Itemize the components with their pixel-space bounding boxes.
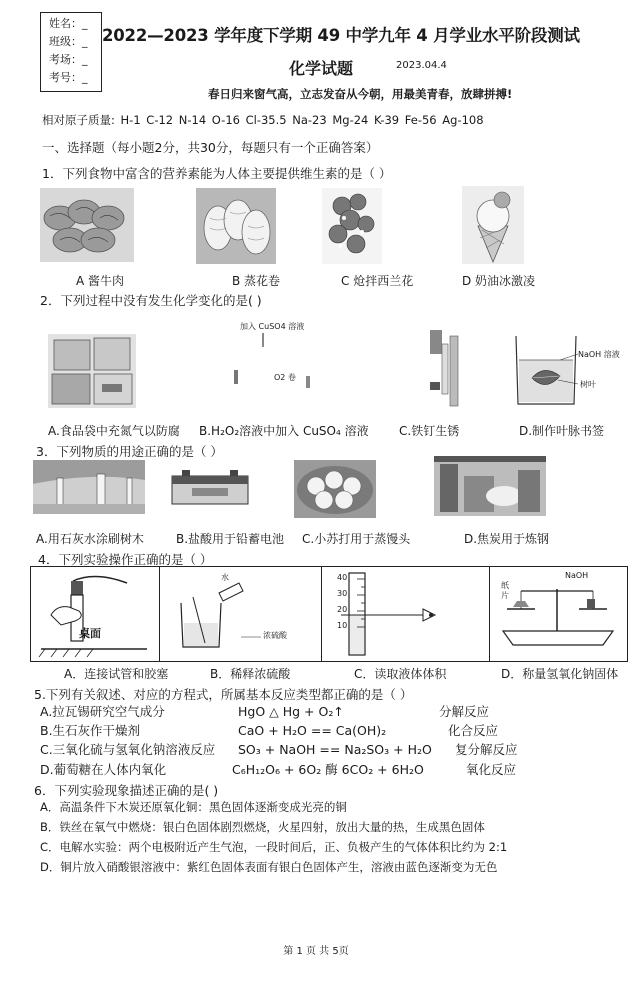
question-1-stem: 1．下列食物中富含的营养素能为人体主要提供维生素的是（ ） (42, 166, 392, 181)
q5-row-c-equation: SO₃ + NaOH == Na₂SO₃ + H₂O (238, 742, 432, 757)
ice-cream-photo (462, 186, 524, 264)
student-info-box (40, 12, 102, 92)
atomic-masses: 相对原子质量: H-1 C-12 N-14 O-16 Cl-35.5 Na-23 Mg-24 K-39 Fe-56 Ag-108 (42, 113, 484, 127)
divider (321, 567, 322, 661)
exam-room-field[interactable]: 考场：_ (49, 53, 88, 66)
broccoli-photo (322, 188, 382, 264)
tick-10: 10 (337, 621, 348, 630)
exam-number-field[interactable]: 考号：_ (49, 71, 88, 84)
tick-20: 20 (337, 605, 348, 614)
q2-option-a[interactable]: A.食品袋中充氮气以防腐 (48, 424, 180, 438)
tube-icon (234, 370, 238, 384)
section-heading: 一、选择题（每小题2分，共30分，每题只有一个正确答案） (42, 140, 379, 155)
q1-option-c[interactable]: C 炝拌西兰花 (341, 274, 414, 288)
q5-row-a-type: 分解反应 (439, 704, 490, 719)
tick-30: 30 (337, 589, 348, 598)
question-4-stem: 4．下列实验操作正确的是（ ） (38, 552, 213, 567)
q3-option-c[interactable]: C.小苏打用于蒸馒头 (302, 532, 411, 546)
battery-photo (168, 466, 252, 508)
q1-option-d[interactable]: D 奶油冰激凌 (462, 274, 536, 288)
rusty-nail-tubes (428, 330, 462, 410)
q4-option-c[interactable]: C．读取液体体积 (354, 667, 447, 681)
divider (159, 567, 160, 661)
tick-40: 40 (337, 573, 348, 582)
q5-row-a-equation: HgO △ Hg + O₂↑ (238, 704, 344, 719)
exam-subtitle: 化学试题 (289, 59, 354, 78)
q5-row-c-type: 复分解反应 (455, 742, 518, 757)
tube-stopper-diagram (35, 569, 155, 659)
naoh-label: NaOH 溶液 (578, 350, 620, 359)
exam-title: 2022—2023 学年度下学期 49 中学九年 4 月学业水平阶段测试 (102, 26, 580, 45)
q4-diagram-frame (30, 566, 628, 662)
q4-option-d[interactable]: D．称量氢氧化钠固体 (501, 667, 619, 681)
q5-row-b-equation: CaO + H₂O == Ca(OH)₂ (238, 723, 387, 738)
q4-option-b[interactable]: B．稀释浓硫酸 (210, 667, 291, 681)
desk-label: 桌面 (79, 627, 101, 640)
question-2-stem: 2．下列过程中没有发生化学变化的是( ) (40, 293, 262, 308)
beef-photo (40, 188, 134, 262)
graduated-cylinder-diagram (327, 569, 485, 659)
painted-trees-photo (33, 460, 145, 514)
q6-option-c[interactable]: C．电解水实验：两个电极附近产生气泡，一段时间后，正、负极产生的气体体积比约为 2:1 (40, 840, 508, 854)
dropper-icon (262, 333, 264, 347)
q3-option-a[interactable]: A.用石灰水涂刷树木 (36, 532, 144, 546)
q4-option-a[interactable]: A．连接试管和胶塞 (64, 667, 169, 681)
q2-option-d[interactable]: D.制作叶脉书签 (519, 424, 605, 438)
q5-row-b-type: 化合反应 (448, 723, 499, 738)
question-3-stem: 3．下列物质的用途正确的是（ ） (36, 444, 223, 459)
tube-2-icon (306, 376, 310, 388)
q3-option-d[interactable]: D.焦炭用于炼钢 (464, 532, 550, 546)
q2-option-b[interactable]: B.H₂O₂溶液中加入 CuSO₄ 溶液 (199, 424, 369, 438)
leaf-label: 树叶 (580, 380, 596, 389)
acid-label: 浓硫酸 (263, 631, 287, 640)
q5-row-c-desc[interactable]: C.三氧化硫与氢氧化钠溶液反应 (40, 742, 216, 757)
steamed-buns-photo (294, 460, 376, 518)
leaf-skeleton-beaker (510, 334, 616, 408)
naoh-balance-label: NaOH (565, 571, 589, 580)
o2-label: O2 卷 (274, 373, 296, 382)
balance-diagram (493, 569, 623, 659)
steamed-rolls-photo (196, 188, 276, 264)
water-label: 水 (221, 573, 229, 582)
q5-row-d-equation: C₆H₁₂O₆ + 6O₂ 酶 6CO₂ + 6H₂O (232, 762, 424, 777)
q6-option-a[interactable]: A．高温条件下木炭还原氧化铜：黑色固体逐渐变成光亮的铜 (40, 800, 347, 814)
cuso4-label: 加入 CuSO4 溶液 (240, 322, 305, 331)
q6-option-b[interactable]: B．铁丝在氧气中燃烧：银白色固体剧烈燃烧，火星四射，放出大量的热，生成黑色固体 (40, 820, 485, 834)
question-6-stem: 6．下列实验现象描述正确的是( ) (34, 783, 219, 798)
q3-option-b[interactable]: B.盐酸用于铅蓄电池 (176, 532, 285, 546)
food-bags-photo (48, 334, 136, 408)
dilute-acid-diagram (165, 573, 315, 657)
q1-option-a[interactable]: A 酱牛肉 (76, 274, 125, 288)
q5-row-d-type: 氧化反应 (466, 762, 517, 777)
motto: 春日归来窗气高，立志发奋从今朝，用最美青春，放肆拼搏! (208, 87, 513, 101)
question-5-stem: 5.下列有关叙述、对应的方程式，所属基本反应类型都正确的是（ ） (34, 687, 413, 702)
page-footer: 第 1 页 共 5页 (283, 946, 349, 957)
q6-option-d[interactable]: D．铜片放入硝酸银溶液中：紫红色固体表面有银白色固体产生，溶液由蓝色逐渐变为无色 (40, 860, 498, 874)
q5-row-a-desc[interactable]: A.拉瓦锡研究空气成分 (40, 704, 165, 719)
divider (489, 567, 490, 661)
paper-label: 纸片 (501, 581, 509, 600)
name-field[interactable]: 姓名：_ (49, 17, 88, 30)
q2-option-c[interactable]: C.铁钉生锈 (399, 424, 460, 438)
q5-row-d-desc[interactable]: D.葡萄糖在人体内氧化 (40, 762, 167, 777)
q1-option-b[interactable]: B 蒸花卷 (232, 274, 281, 288)
q5-row-b-desc[interactable]: B.生石灰作干燥剂 (40, 723, 141, 738)
steel-mill-photo (434, 456, 546, 516)
class-field[interactable]: 班级：_ (49, 35, 88, 48)
exam-date: 2023.04.4 (396, 60, 447, 71)
